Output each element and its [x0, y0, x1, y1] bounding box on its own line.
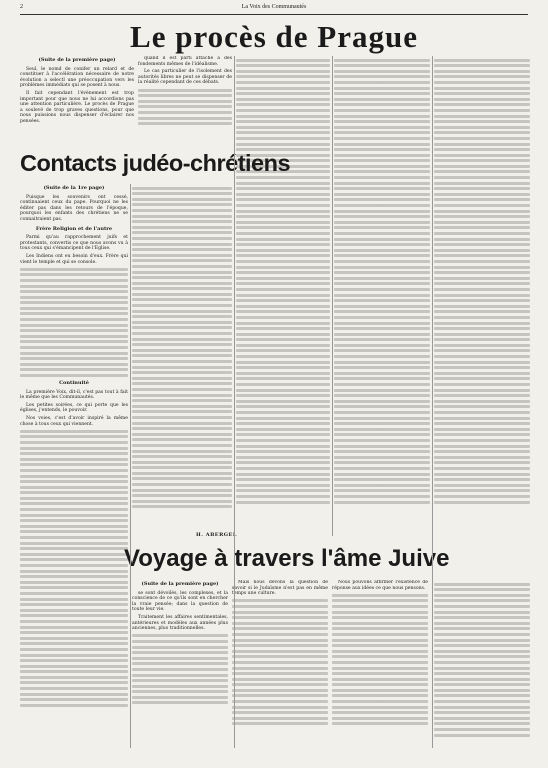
text-lines [132, 634, 228, 704]
voyage-paragraph: Traitement les affaires sentimentales, antérieures et modèles aux années plus anciennes, plus traditionnelles. [132, 614, 228, 632]
proces-col-4 [334, 56, 430, 536]
text-lines [232, 599, 328, 725]
contacts-col-2 [132, 184, 232, 530]
proces-col-1 [20, 56, 134, 144]
proces-paragraph: Il fait cependant l'évènement est trop important pour que nous ne lui accordions pas une attention particulière. Le procès de Prague a soulevé de trop graves questions, pour que nous puissions nous dispenser d'éclairer nos pensées. [20, 90, 134, 124]
contacts-continued: (Suite de la 1re page) [43, 185, 105, 191]
text-lines [138, 89, 232, 126]
contacts-paragraph: Les petites soirées, ce qui porte que les églises, j'entends, le pouvoir. [20, 402, 128, 414]
proces-col-5 [434, 56, 530, 536]
proces-col-3 [236, 56, 330, 536]
column-rule [234, 56, 235, 748]
contacts-signature: H. ABERGEL [196, 532, 237, 538]
column-rule [130, 184, 131, 748]
column-rule [332, 56, 333, 536]
voyage-col-2 [232, 580, 328, 748]
page-number: 2 [20, 4, 23, 10]
text-lines [20, 430, 128, 707]
text-lines [20, 268, 128, 377]
proces-paragraph: Seul, le nomd de conifer un relard et de constituer à l'accélération nécessaire de notre évolution a selectl une préoccupation vers les problèmes immédiats qui se posent à nous. [20, 66, 134, 89]
voyage-col-4 [434, 580, 530, 748]
voyage-paragraph: se sont dévoilés, les complexes, et la conscience de ce qu'ils sont en chercher la vraie pensée; dans la question de toute leur vie. [132, 590, 228, 613]
voyage-paragraph: Mais nous devons la question de savoir si le Judaïsme n'est pas en même temps une culture. [232, 580, 328, 597]
contacts-section-heading: Continuité [59, 380, 89, 386]
contacts-paragraph: Parmi qu'au rapprochement juifs et protestants, convertis ce que nous avons vu à tous ceux qui s'émancipent de l'Eglise. [20, 235, 128, 252]
column-rule [432, 56, 433, 748]
contacts-paragraph: La première Voix, dit-il, c'est pas tout à fait le même que les Communautés. [20, 389, 128, 401]
text-lines [332, 594, 428, 726]
proces-paragraph: quand il est parti attaché à des fondements mêmes de l'idéalisme. [138, 56, 232, 67]
contacts-subhead: Frère Religion et de l'autre [35, 225, 113, 232]
proces-col-2 [138, 56, 232, 144]
voyage-col-1 [132, 580, 228, 748]
running-head [20, 4, 528, 14]
headline-contacts: Contacts judéo-chrétiens [20, 150, 291, 176]
proces-paragraph: Le cas particulier de l'isolement des autorités libres ne peut se dispenser de la réalité cependant de ces débats. [138, 69, 232, 86]
contacts-paragraph: Les Indiens ont eu besoin d'eux. Frère qui vient le temple et qui se console. [20, 253, 128, 265]
contacts-paragraph: Nos voies, c'est d'avoir inspiré la même chose à tous ceux qui viennent. [20, 415, 128, 427]
header-rule [20, 14, 528, 15]
voyage-paragraph: Nous pouvons affirmer l'existence de réponse aux idées ce que nous pensons. [332, 580, 428, 591]
voyage-continued: (Suite de la première page) [141, 581, 219, 587]
paper-title: La Voix des Communautés [241, 4, 307, 10]
proces-continued: (Suite de la première page) [38, 57, 116, 63]
headline-proces: Le procès de Prague [130, 19, 418, 54]
contacts-col-1 [20, 184, 128, 748]
voyage-col-3 [332, 580, 428, 748]
contacts-paragraph: Puisque les souvenirs ont cessé, continuaient ceux du pape. Pourquoi ne les éditer pas dans les retours de l'époque, pourquoi les enfants des chrétiens ne se connaitraient pas. [20, 194, 128, 222]
headline-voyage: Voyage à travers l'âme Juive [124, 545, 450, 572]
